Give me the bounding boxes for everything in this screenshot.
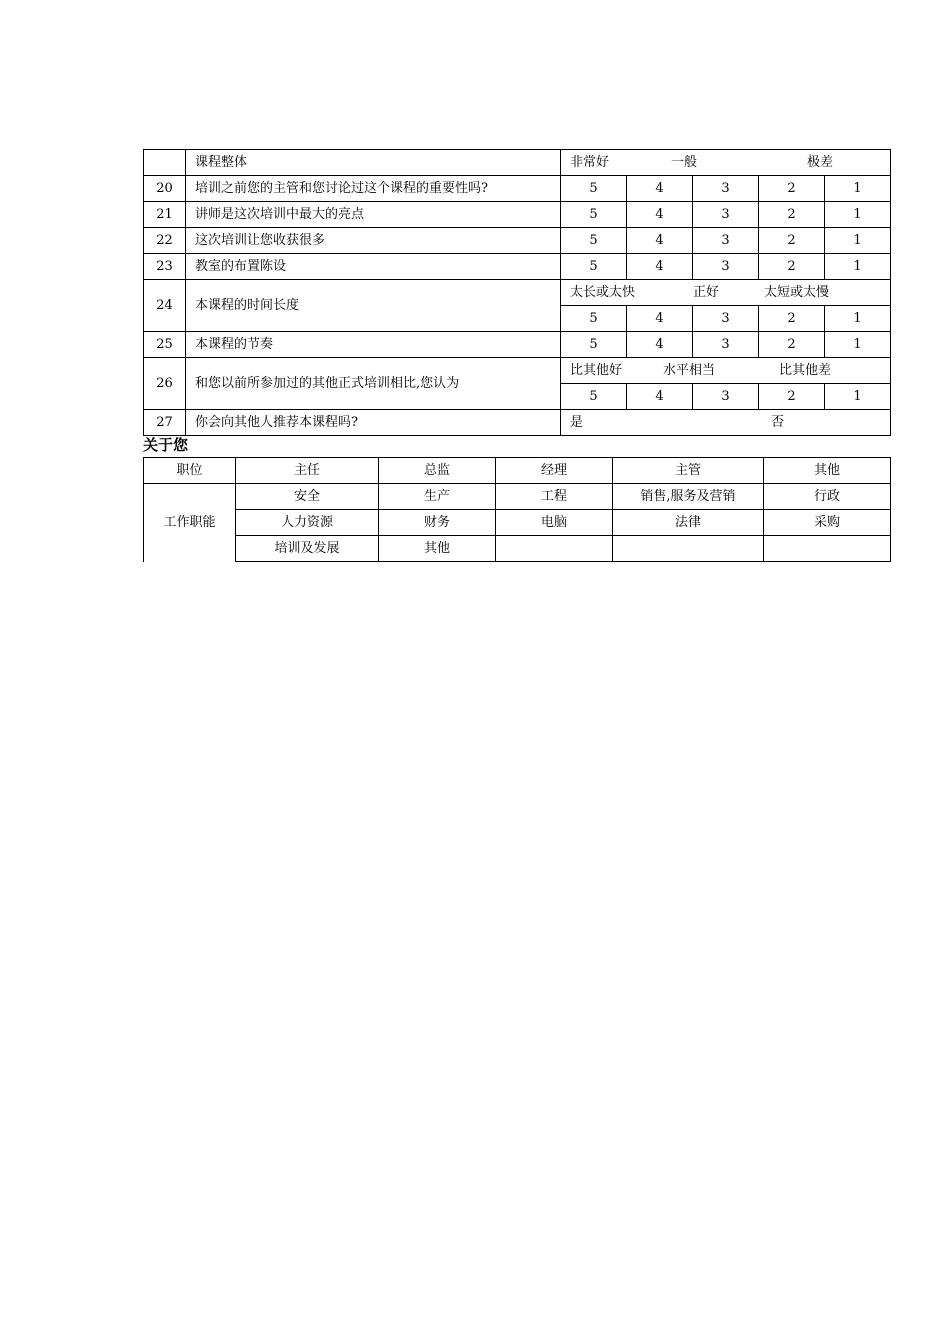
question-text: 你会向其他人推荐本课程吗? (186, 410, 561, 436)
question-number: 24 (144, 280, 186, 332)
score-option[interactable]: 5 (561, 332, 627, 358)
score-option[interactable]: 1 (825, 254, 891, 280)
rating-scale-labels (561, 150, 891, 176)
about-you-table (143, 457, 891, 562)
empty-cell (496, 536, 613, 562)
score-option[interactable]: 3 (693, 384, 759, 410)
question-text: 本课程的时间长度 (186, 280, 561, 332)
score-option[interactable]: 1 (825, 202, 891, 228)
function-option[interactable]: 培训及发展 (236, 536, 379, 562)
scale-label-worst: 极差 (807, 155, 834, 170)
table-row (144, 202, 891, 228)
scale-label: 太长或太快 (570, 285, 636, 300)
position-option[interactable]: 经理 (496, 458, 613, 484)
function-option[interactable]: 销售,服务及营销 (613, 484, 764, 510)
question-number: 25 (144, 332, 186, 358)
question-number: 22 (144, 228, 186, 254)
empty-cell (764, 536, 891, 562)
score-option[interactable]: 2 (759, 306, 825, 332)
yes-option[interactable]: 是 (570, 415, 584, 430)
question-text: 培训之前您的主管和您讨论过这个课程的重要性吗? (186, 176, 561, 202)
scale-label: 正好 (693, 285, 720, 300)
score-option[interactable]: 4 (627, 384, 693, 410)
score-option[interactable]: 2 (759, 176, 825, 202)
position-option[interactable]: 主任 (236, 458, 379, 484)
scale-label: 比其他好 (570, 363, 623, 378)
function-option[interactable]: 安全 (236, 484, 379, 510)
score-option[interactable]: 1 (825, 332, 891, 358)
question-text: 和您以前所参加过的其他正式培训相比,您认为 (186, 358, 561, 410)
score-option[interactable]: 4 (627, 228, 693, 254)
position-option[interactable]: 其他 (764, 458, 891, 484)
position-option[interactable]: 主管 (613, 458, 764, 484)
score-option[interactable]: 3 (693, 228, 759, 254)
score-option[interactable]: 5 (561, 384, 627, 410)
score-option[interactable]: 3 (693, 254, 759, 280)
scale-label: 水平相当 (663, 363, 716, 378)
function-option[interactable]: 采购 (764, 510, 891, 536)
score-option[interactable]: 2 (759, 384, 825, 410)
score-option[interactable]: 2 (759, 228, 825, 254)
question-number: 20 (144, 176, 186, 202)
function-row (144, 484, 891, 510)
position-option[interactable]: 总监 (379, 458, 496, 484)
score-option[interactable]: 1 (825, 384, 891, 410)
score-option[interactable]: 5 (561, 202, 627, 228)
function-option[interactable]: 财务 (379, 510, 496, 536)
score-option[interactable]: 4 (627, 176, 693, 202)
score-option[interactable]: 2 (759, 332, 825, 358)
function-option[interactable]: 法律 (613, 510, 764, 536)
function-option[interactable]: 工程 (496, 484, 613, 510)
score-option[interactable]: 4 (627, 254, 693, 280)
question-number: 26 (144, 358, 186, 410)
table-header-row (144, 150, 891, 176)
empty-cell (613, 536, 764, 562)
score-option[interactable]: 4 (627, 332, 693, 358)
scale-label-best: 非常好 (570, 155, 610, 170)
score-option[interactable]: 4 (627, 306, 693, 332)
table-row (144, 358, 891, 384)
function-option[interactable]: 电脑 (496, 510, 613, 536)
score-option[interactable]: 2 (759, 202, 825, 228)
function-row (144, 536, 891, 562)
score-option[interactable]: 1 (825, 176, 891, 202)
score-option[interactable]: 3 (693, 306, 759, 332)
score-option[interactable]: 5 (561, 306, 627, 332)
function-label: 工作职能 (144, 484, 236, 562)
question-number: 23 (144, 254, 186, 280)
scale-label-middle: 一般 (671, 155, 698, 170)
score-option[interactable]: 3 (693, 202, 759, 228)
about-you-heading: 关于您 (143, 436, 189, 454)
scale-label: 比其他差 (779, 363, 832, 378)
yes-no-options (561, 410, 891, 436)
rating-scale-labels (561, 280, 891, 306)
table-row (144, 410, 891, 436)
score-option[interactable]: 5 (561, 228, 627, 254)
scale-label: 太短或太慢 (764, 285, 830, 300)
question-text: 讲师是这次培训中最大的亮点 (186, 202, 561, 228)
score-option[interactable]: 1 (825, 306, 891, 332)
question-text: 本课程的节奏 (186, 332, 561, 358)
function-row (144, 510, 891, 536)
function-option[interactable]: 行政 (764, 484, 891, 510)
score-option[interactable]: 2 (759, 254, 825, 280)
number-header (144, 150, 186, 176)
rating-scale-labels (561, 358, 891, 384)
section-label: 课程整体 (186, 150, 561, 176)
table-row (144, 228, 891, 254)
question-number: 21 (144, 202, 186, 228)
position-label: 职位 (144, 458, 236, 484)
no-option[interactable]: 否 (771, 415, 785, 430)
table-row (144, 280, 891, 306)
table-row (144, 254, 891, 280)
function-option[interactable]: 人力资源 (236, 510, 379, 536)
question-text: 教室的布置陈设 (186, 254, 561, 280)
score-option[interactable]: 5 (561, 176, 627, 202)
course-evaluation-table (143, 149, 891, 436)
table-row (144, 332, 891, 358)
score-option[interactable]: 3 (693, 332, 759, 358)
question-text: 这次培训让您收获很多 (186, 228, 561, 254)
position-row (144, 458, 891, 484)
score-option[interactable]: 1 (825, 228, 891, 254)
question-number: 27 (144, 410, 186, 436)
score-option[interactable]: 5 (561, 254, 627, 280)
table-row (144, 176, 891, 202)
function-option[interactable]: 其他 (379, 536, 496, 562)
function-option[interactable]: 生产 (379, 484, 496, 510)
score-option[interactable]: 4 (627, 202, 693, 228)
score-option[interactable]: 3 (693, 176, 759, 202)
